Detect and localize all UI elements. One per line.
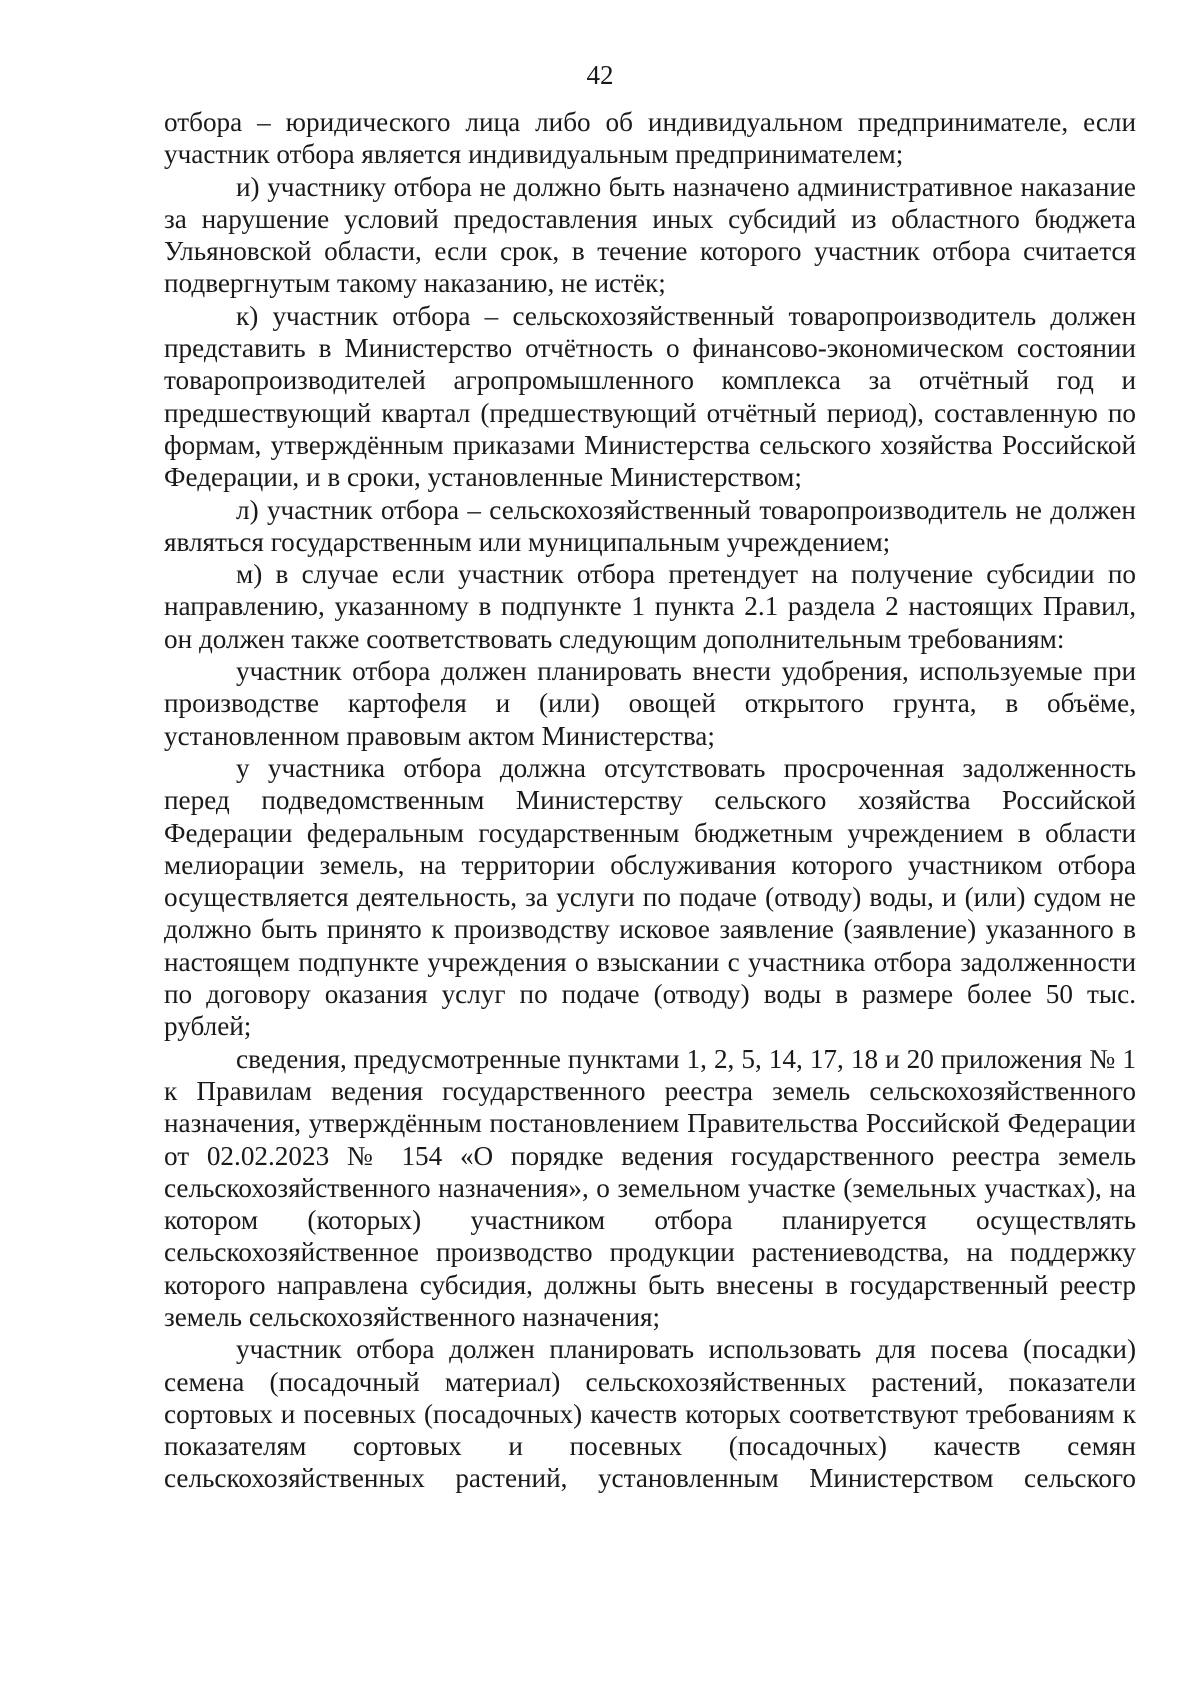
paragraph-seeds: участник отбора должен планировать использовать для посева (посадки) семена (посадочный материал) сельскохозяйственных растений, показатели сортовых и посевных (посадочных) качеств которых соответствуют требованиям к показателям сортовых и посевных (посадочных) качеств семян сельскохозяйственных растений, установленным Министерством сельского	[164, 1334, 1136, 1494]
paragraph-registry: сведения, предусмотренные пунктами 1, 2, 5, 14, 17, 18 и 20 приложения № 1 к Правилам ведения государственного реестра земель сельскохозяйственного назначения, утверждённым постановлением Правительства Российской Федерации от 02.02.2023 № 154 «О порядке ведения государственного реестра земель сельскохозяйственного назначения», о земельном участке (земельных участках), на котором (которых) участником отбора планируется осуществлять сельскохозяйственное производство продукции растениеводства, на поддержку которого направлена субсидия, должны быть внесены в государственный реестр земель сельскохозяйственного назначения;	[164, 1043, 1136, 1332]
paragraph-item-l: л) участник отбора – сельскохозяйственный товаропроизводитель не должен являться государственным или муниципальным учреждением;	[164, 494, 1136, 557]
paragraph-item-k: к) участник отбора – сельскохозяйственный товаропроизводитель должен представить в Министерство отчётность о финансово-экономическом состоянии товаропроизводителей агропромышленного комплекса за отчётный год и предшествующий квартал (предшествующий отчётный период), составленную по формам, утверждённым приказами Министерства сельского хозяйства Российской Федерации, и в сроки, установленные Министерством;	[164, 300, 1136, 493]
paragraph-continuation: отбора – юридического лица либо об индивидуальном предпринимателе, если участник отбора является индивидуальным предпринимателем;	[164, 107, 1136, 170]
paragraph-item-m: м) в случае если участник отбора претендует на получение субсидии по направлению, указанному в подпункте 1 пункта 2.1 раздела 2 настоящих Правил, он должен также соответствовать следующим дополнительным требованиям:	[164, 559, 1136, 654]
paragraph-item-i: и) участнику отбора не должно быть назначено административное наказание за нарушение условий предоставления иных субсидий из областного бюджета Ульяновской области, если срок, в течение которого участник отбора считается подвергнутым такому наказанию, не истёк;	[164, 171, 1136, 299]
page-number: 42	[586, 60, 614, 90]
paragraph-debt: у участника отбора должна отсутствовать просроченная задолженность перед подведомственным Министерству сельского хозяйства Российской Федерации федеральным государственным бюджетным учреждением в области мелиорации земель, на территории обслуживания которого участником отбора осуществляется деятельность, за услуги по подаче (отводу) воды, и (или) судом не должно быть принято к производству исковое заявление (заявление) указанного в настоящем подпункте учреждения о взыскании с участника отбора задолженности по договору оказания услуг по подаче (отводу) воды в размере более 50 тыс. рублей;	[164, 752, 1136, 1042]
document-body	[164, 106, 1136, 1495]
paragraph-fertilizers: участник отбора должен планировать внести удобрения, используемые при производстве картофеля и (или) овощей открытого грунта, в объёме, установленном правовым актом Министерства;	[164, 656, 1136, 751]
